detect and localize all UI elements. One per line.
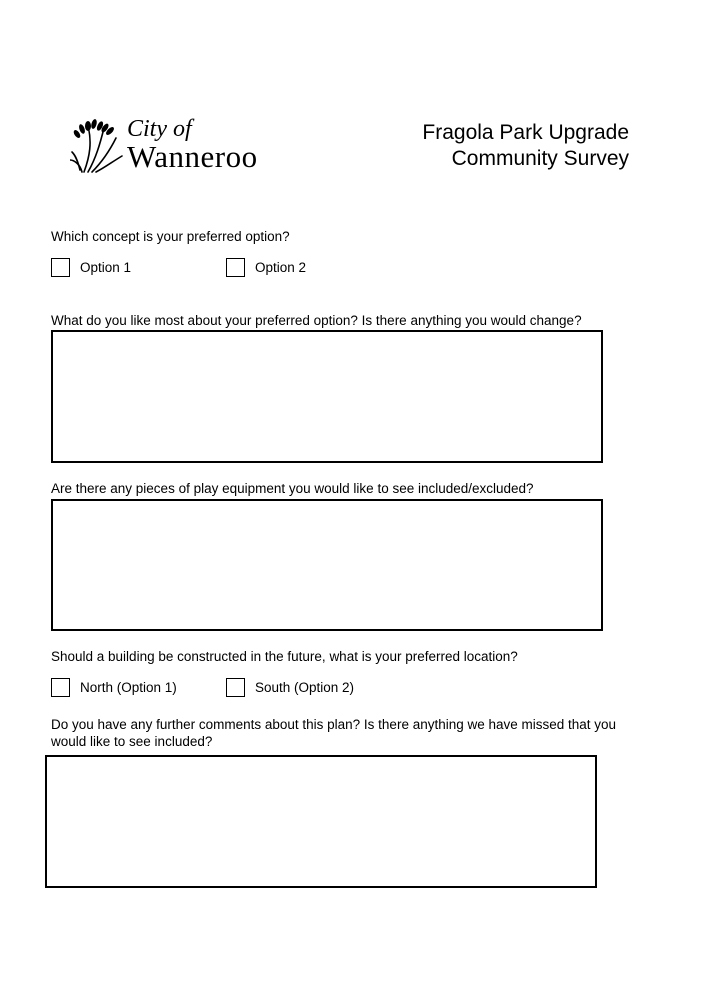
- option-2-choice[interactable]: [226, 258, 306, 277]
- north-option-choice[interactable]: [51, 678, 177, 697]
- title-line-1: Fragola Park Upgrade: [422, 121, 629, 144]
- option-1-label: Option 1: [80, 260, 132, 275]
- likes-answer-box[interactable]: [51, 330, 603, 463]
- title-line-2: Community Survey: [451, 147, 629, 170]
- question-preferred-concept: Which concept is your preferred option?: [51, 229, 290, 244]
- south-option-label: South (Option 2): [255, 680, 355, 695]
- question-further-comments: Do you have any further comments about this plan? Is there anything we have missed that you would like to see included?: [51, 717, 617, 749]
- option-1-choice[interactable]: [51, 258, 131, 277]
- question-building-location: Should a building be constructed in the future, what is your preferred location?: [51, 649, 518, 664]
- option-2-label: Option 2: [255, 260, 307, 275]
- logo-text-wanneroo: Wanneroo: [127, 139, 258, 174]
- kangaroo-paw-icon: [70, 116, 126, 176]
- option-2-checkbox[interactable]: [226, 258, 245, 277]
- option-1-checkbox[interactable]: [51, 258, 70, 277]
- south-option-checkbox[interactable]: [226, 678, 245, 697]
- south-option-choice[interactable]: [226, 678, 354, 697]
- document-title: [422, 120, 629, 172]
- north-option-label: North (Option 1): [80, 680, 177, 695]
- further-comments-answer-box[interactable]: [45, 755, 597, 888]
- logo-text-city-of: City of: [127, 116, 192, 142]
- question-play-equipment: Are there any pieces of play equipment you would like to see included/excluded?: [51, 481, 534, 496]
- question-likes-and-changes: What do you like most about your preferred option? Is there anything you would change?: [51, 313, 582, 328]
- city-logo: [70, 116, 270, 176]
- north-option-checkbox[interactable]: [51, 678, 70, 697]
- play-equipment-answer-box[interactable]: [51, 499, 603, 631]
